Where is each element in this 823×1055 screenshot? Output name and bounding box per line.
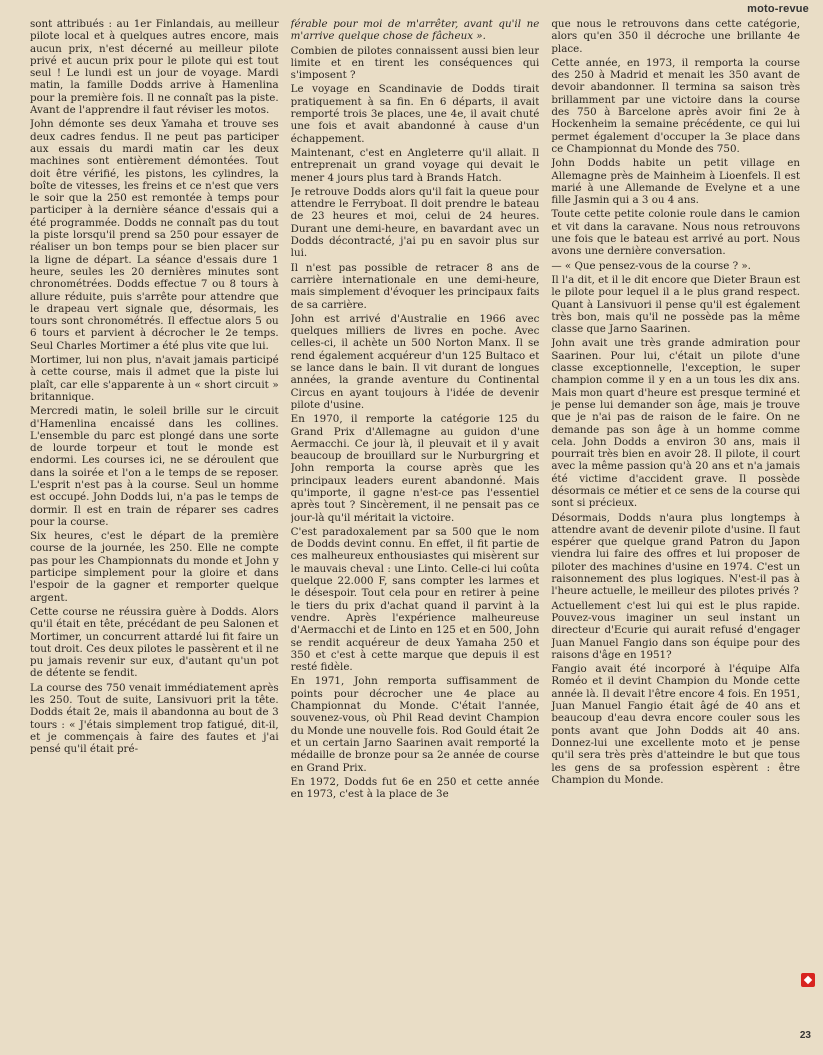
paragraph: Six heures, c'est le départ de la première course de la journée, les 250. Elle ne compte pas pour les Championnats du monde et John y participe simplement pour la gloire et dans l'espoir de la gagner et remporter quelque argent. <box>30 530 279 604</box>
paragraph: Il n'est pas possible de retracer 8 ans de carrière internationale en une demi-heure, mais simplement d'évoquer les principaux faits de sa carrière. <box>290 261 540 311</box>
paragraph: Cette année, en 1973, il remporta la course des 250 à Madrid et menait les 350 avant de devoir abandonner. Il termina sa saison très brillamment par une victoire dans la course des 750 à Barcelone après avoir fini 2e à Hockenheim la semaine précédente, ce qui lui permet également d'occuper la 3e place dans ce Championnat du Monde des 750. <box>551 56 801 155</box>
paragraph: Actuellement c'est lui qui est le plus rapide. Pouvez-vous imaginer un seul instant un directeur d'Ecurie qui aurait refusé d'engager Juan Manuel Fangio dans son équipe pour des raisons d'âge en 1951? <box>551 599 801 661</box>
paragraph: John avait une très grande admiration pour Saarinen. Pour lui, c'était un pilote d'une classe exceptionnelle, l'exception, le super champion comme il y en a un tous les dix ans. Mais mon quart d'heure est presque terminé et je pense lui demander son âge, mais je trouve que je n'ai pas de raison de le faire. On ne demande pas son âge à un homme comme cela. John Dodds a environ 30 ans, mais il pourrait très bien en avoir 28. Il pilote, il court avec la même passion qu'à 20 ans et n'a jamais été victime d'accident grave. Il possède désormais ce métier et ce sens de la course qui sont si précieux. <box>551 337 801 510</box>
section-marker-icon <box>801 973 815 987</box>
paragraph: En 1972, Dodds fut 6e en 250 et cette année en 1973, c'est à la place de 3e <box>290 775 540 801</box>
paragraph: sont attribués : au 1er Finlandais, au meilleur pilote local et à quelques autres encore, mais aucun prix, n'est décerné au meilleur pilote privé et aucun prix pour le pilote qui est tout seul ! Le lundi est un jour de voyage. Mardi matin, la famille Dodds arrive à Hamenlina pour la première fois. Il ne connaît pas la piste. Avant de l'apprendre il faut réviser les motos. <box>30 18 279 117</box>
paragraph: John est arrivé d'Australie en 1966 avec quelques milliers de livres en poche. Avec celles-ci, il achète un 500 Norton Manx. Il se rend également acquéreur d'un 125 Bultaco et se lance dans le bain. Il vit durant de longues années, la grande aventure du Continental Circus en ayant toujours à l'idée de devenir pilote d'usine. <box>290 312 540 411</box>
paragraph: La course des 750 venait immédiatement après les 250. Tout de suite, Lansivuori prit la tête. Dodds était 2e, mais il abandonna au bout de 3 tours : « J'étais simplement trop fatigué, dit-il, et je commençais à faire des fautes et j'ai pensé qu'il était pré- <box>30 681 279 756</box>
column-3 <box>551 18 800 1030</box>
paragraph: Le voyage en Scandinavie de Dodds tirait pratiquement à sa fin. En 6 départs, il avait remporté trois 3e places, une 4e, il avait chuté une fois et avait abandonné à cause d'un échappement. <box>290 83 540 145</box>
paragraph: Il l'a dit, et il le dit encore que Dieter Braun est le pilote pour lequel il a le plus grand respect. Quant à Lansivuori il pense qu'il est également très bon, mais qu'il ne possède pas la même classe que Jarno Saarinen. <box>551 273 801 336</box>
paragraph: Je retrouve Dodds alors qu'il fait la queue pour attendre le Ferryboat. Il doit prendre le bateau de 23 heures et moi, celui de 24 heures. Durant une demi-heure, en bavardant avec un Dodds décontracté, j'ai pu en savoir plus sur lui. <box>290 185 540 260</box>
paragraph: Combien de pilotes connaissent aussi bien leur limite et en tirent les conséquences qui s'imposent ? <box>290 44 540 82</box>
page-number: 23 <box>799 1030 811 1041</box>
paragraph: Cette course ne réussira guère à Dodds. Alors qu'il était en tête, précédant de peu Salonen et Mortimer, un concurrent attardé lui fit faire un tout droit. Ces deux pilotes le passèrent et il ne pu jamais revenir sur eux, d'autant qu'un pot de détente se fendit. <box>30 605 279 680</box>
paragraph: Désormais, Dodds n'aura plus longtemps à attendre avant de devenir pilote d'usine. Il faut espérer que quelque grand Patron du Japon viendra lui faire des offres et lui proposer de piloter des machines d'usine en 1974. C'est un raisonnement des plus logiques. N'est-il pas à l'heure actuelle, le meilleur des pilotes privés ? <box>551 511 801 598</box>
paragraph: John Dodds habite un petit village en Allemagne près de Mainheim à Lioenfels. Il est marié à une Allemande de Evelyne et a une fille Jasmin qui a 3 ou 4 ans. <box>551 157 801 207</box>
paragraph: En 1971, John remporta suffisamment de points pour décrocher une 4e place au Championnat du Monde. C'était l'année, souvenez-vous, où Phil Read devint Champion du Monde une nouvelle fois. Rod Gould était 2e et un certain Jarno Saarinen avait remporté la médaille de bronze pour sa 2e année de course en Grand Prix. <box>290 675 540 774</box>
paragraph: Fangio avait été incorporé à l'équipe Alfa Roméo et il devint Champion du Monde cette année là. Il devait l'être encore 4 fois. En 1951, Juan Manuel Fangio était âgé de 40 ans et beaucoup d'eau devra encore couler sous les ponts avant que John Dodds ait 40 ans. Donnez-lui une excellente moto et je pense qu'il sera très près d'atteindre le but que tous les gens de sa profession espèrent : être Champion du Monde. <box>551 663 801 786</box>
paragraph: Toute cette petite colonie roule dans le camion et vit dans la caravane. Nous nous retrouvons une fois que le bateau est arrivé au port. Nous avons une dernière conversation. <box>551 208 801 258</box>
paragraph: En 1970, il remporte la catégorie 125 du Grand Prix d'Allemagne au guidon d'une Aermacchi. Ce jour là, il pleuvait et il y avait beaucoup de brouillard sur le Nurburgring et John remporta la course après que les principaux leaders eurent abandonné. Mais qu'importe, il gagne n'est-ce pas l'essentiel après tout ? Sincèrement, il ne pensait pas ce jour-là qu'il méritait la victoire. <box>290 413 540 524</box>
paragraph: — « Que pensez-vous de la course ? ». <box>551 259 751 272</box>
paragraph: Mercredi matin, le soleil brille sur le circuit d'Hamenlina encaissé dans les collines. L'ensemble du parc est plongé dans une sorte de lourde torpeur et tout le monde est endormi. Les courses ici, ne se déroulent que dans la soirée et l'on a le temps de se reposer. L'esprit n'est pas à la course. Seul un homme est occupé. John Dodds lui, n'a pas le temps de dormir. Il est en train de réparer ses cadres pour la course. <box>30 405 279 528</box>
paragraph: C'est paradoxalement par sa 500 que le nom de Dodds devint connu. En effet, il fit partie de ces malheureux enthousiastes qui misèrent sur le mauvais cheval : une Linto. Celle-ci lui coûta quelque 22.000 F, sans compter les larmes et le désespoir. Tout cela pour en retirer à peine le tiers du prix d'achat quand il parvint à la vendre. Après l'expérience malheureuse d'Aermacchi et de Linto en 125 et en 500, John se rendit acquéreur de deux Yamaha 250 et 350 et c'est à cette marque que depuis il est resté fidèle. <box>290 525 540 674</box>
paragraph: férable pour moi de m'arrêter, avant qu'il ne m'arrive quelque chose de fâcheux ». <box>290 18 540 43</box>
column-2 <box>291 18 540 1030</box>
article-body <box>30 18 800 1030</box>
paragraph: Maintenant, c'est en Angleterre qu'il allait. Il entreprenait un grand voyage qui devait le mener 4 jours plus tard à Brands Hatch. <box>290 146 540 184</box>
paragraph: Mortimer, lui non plus, n'avait jamais participé à cette course, mais il admet que la piste lui plaît, car elle s'apparente à un « short circuit » britannique. <box>30 354 279 403</box>
paragraph: John démonte ses deux Yamaha et trouve ses deux cadres fendus. Il ne peut pas participer aux essais du mardi matin car les deux machines sont entièrement démontées. Tout doit être vérifié, les pistons, les cylindres, la boîte de vitesses, les freins et ce n'est que vers le soir que la 250 est remontée à temps pour participer à la dernière séance d'essais qui a été programmée. Dodds ne connaît pas du tout la piste lorsqu'il prend sa 250 pour essayer de réaliser un bon temps pour se bien placer sur la ligne de départ. La séance d'essais dure 1 heure, seules les 20 dernières minutes sont chronométrées. Dodds effectue 7 ou 8 tours à allure réduite, puis s'arrête pour attendre que le drapeau vert signale que, désormais, les tours sont chronométrés. Il effectue alors 5 ou 6 tours et parvient à décrocher le 2e temps. Seul Charles Mortimer a été plus vite que lui. <box>30 118 279 352</box>
magazine-header: moto-revue <box>747 3 809 15</box>
column-1 <box>30 18 279 1030</box>
paragraph: que nous le retrouvons dans cette catégorie, alors qu'en 350 il décroche une brillante 4e place. <box>551 18 801 55</box>
